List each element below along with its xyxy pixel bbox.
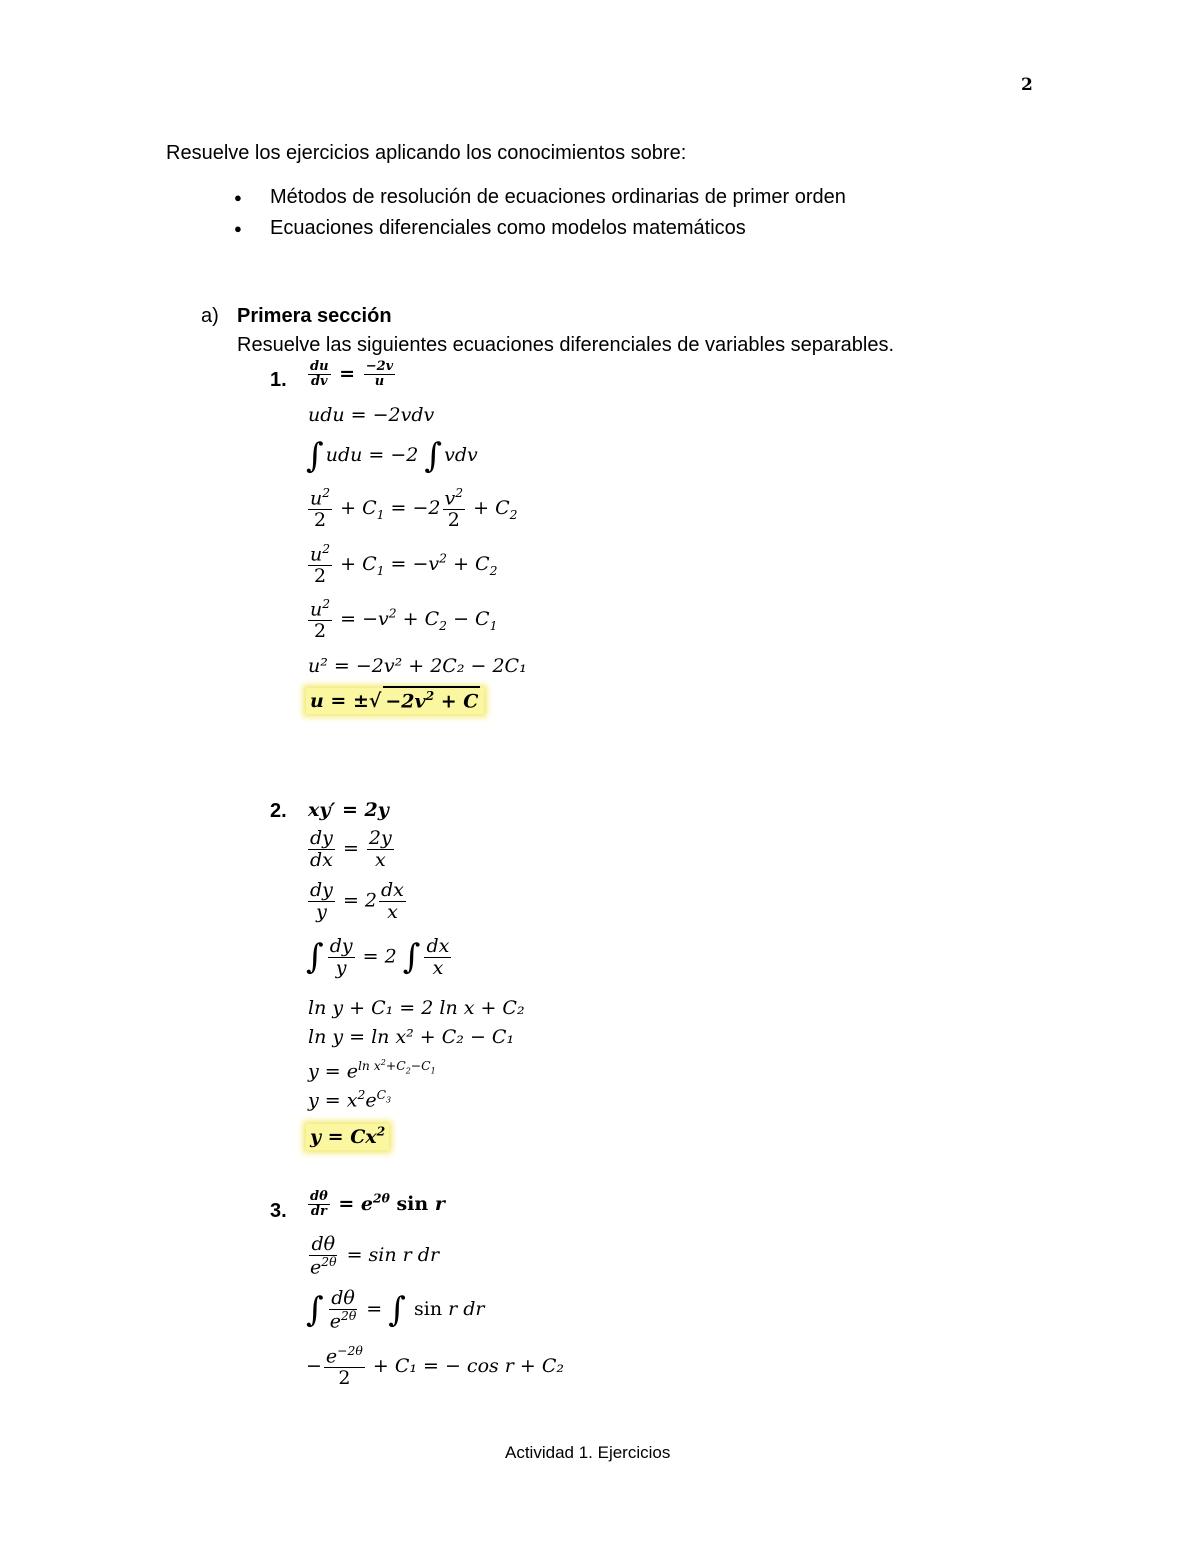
ex3-step: ∫ $\frac{d\theta}{e^{2\theta}}$ = ∫ sin r dr — [306, 1287, 485, 1333]
bullet-icon: ● — [234, 190, 242, 205]
ex3-step-right: = sin r dr — [346, 1244, 440, 1267]
exercise-number: 2. — [270, 800, 287, 822]
ex1-step: $\frac{u^2}{2}$ + $C_1 = -2$ $\frac{v^2}{2}$ + $C_2$ — [310, 486, 518, 532]
exercise-number: 1. — [270, 369, 287, 391]
ex2-step: $y = x^2e^{C_3}$ — [308, 1088, 392, 1112]
ex2-step: ln y = ln x² + C₂ − C₁ — [308, 1026, 515, 1048]
ex1-step: u² = −2v² + 2C₂ − 2C₁ — [308, 655, 527, 677]
ex1-step: $\frac{u^2}{2}$ + $C_1 = -v^2 + C_2$ — [310, 542, 498, 588]
ex2-step: ln y + C₁ = 2 ln x + C₂ — [308, 997, 525, 1019]
bullet-icon: ● — [234, 221, 242, 236]
ex2-step: $\frac{dy}{y}$ = 2 $\frac{dx}{x}$ — [310, 879, 404, 923]
ex1-step-left: udu = −2 — [325, 444, 419, 466]
ex2-step: ∫ $\frac{dy}{y}$ = 2 ∫ $\frac{dx}{x}$ — [306, 935, 450, 979]
ex1-answer: u = ±√ $-2v^2 + C$ — [306, 686, 484, 712]
ex1-step: udu = −2vdv — [308, 404, 435, 426]
ex2-statement: xy′ = 2y — [308, 799, 389, 821]
ex2-answer: $y = Cx^2$ — [306, 1124, 389, 1148]
ex2-step: $y = e^{ln x^2+C_2-C_1}$ — [308, 1058, 436, 1083]
ex2-step: $\frac{dy}{dx}$ = $\frac{2y}{x}$ — [310, 827, 392, 871]
ex1-step-right: vdv — [444, 444, 478, 466]
intro-text: Resuelve los ejercicios aplicando los conocimientos sobre: — [166, 142, 687, 164]
footer: Actividad 1. Ejercicios — [505, 1443, 671, 1462]
section-letter: a) — [201, 305, 219, 327]
section-instruction: Resuelve las siguientes ecuaciones diferenciales de variables separables. — [237, 334, 895, 356]
ex1-step: ∫ udu = −2 ∫ vdv — [306, 436, 478, 476]
bullet-item: Métodos de resolución de ecuaciones ordinarias de primer orden — [270, 186, 846, 208]
section-title: Primera sección — [237, 305, 392, 327]
ex3-step-right: + C₁ = − cos r + C₂ — [372, 1355, 565, 1378]
ex3-step: $\frac{d\theta}{e^{2\theta}}$ = sin r dr — [310, 1233, 440, 1279]
ex1-statement: $\frac{du}{dv}$ = $\frac{-2v}{u}$ — [310, 359, 394, 390]
ex3-statement: $\frac{d\theta}{dr}$ = $e^{2\theta}$ sin r — [310, 1189, 445, 1220]
ex3-step: − $\frac{e^{-2\theta}}{2}$ + C₁ = − cos r + C₂ — [306, 1344, 565, 1390]
bullet-item: Ecuaciones diferenciales como modelos matemáticos — [270, 217, 746, 239]
ex1-step: $\frac{u^2}{2}$ = $-v^2 + C_2 - C_1$ — [310, 597, 498, 643]
page-number: 2 — [1021, 75, 1033, 95]
exercise-number: 3. — [270, 1200, 287, 1222]
